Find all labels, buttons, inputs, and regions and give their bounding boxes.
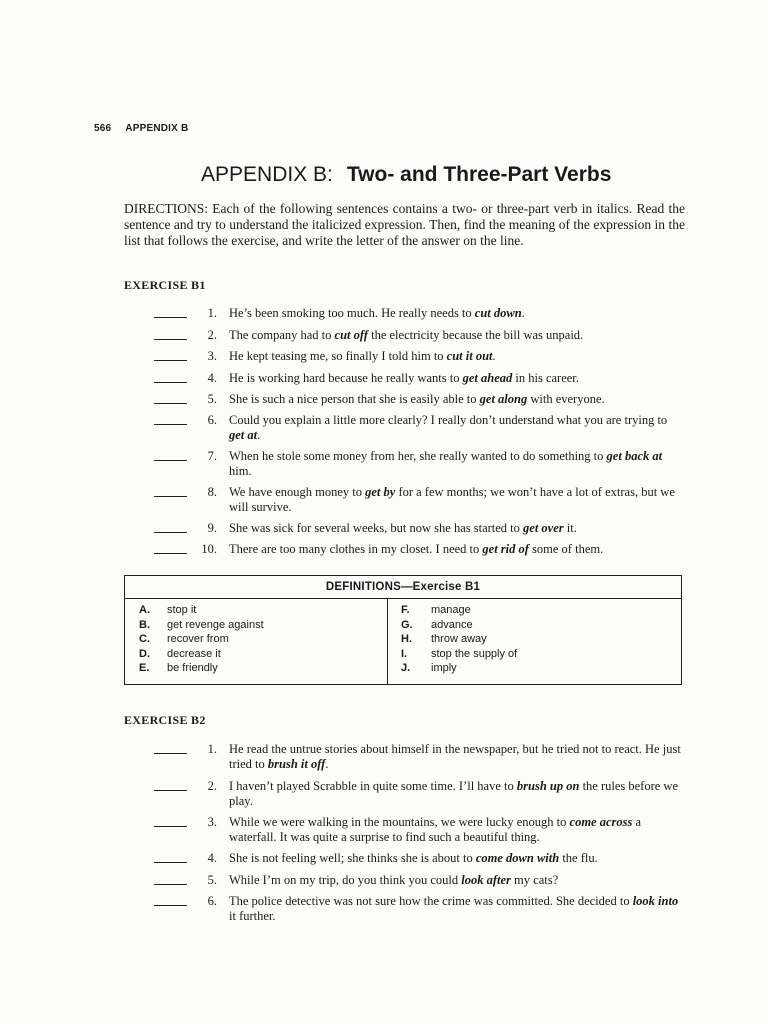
definition-letter: J. <box>401 662 411 674</box>
definition-letter: I. <box>401 647 408 660</box>
definitions-divider <box>387 598 388 684</box>
answer-blank[interactable] <box>154 884 187 885</box>
item-number: 9. <box>207 521 217 535</box>
definition-letter: F. <box>401 604 410 616</box>
definition-text: manage <box>431 604 471 616</box>
answer-blank[interactable] <box>154 460 187 461</box>
item-number: 10. <box>201 542 217 556</box>
answer-blank[interactable] <box>154 382 187 383</box>
sentence-text: He is working hard because he really wants to <box>229 371 463 385</box>
sentence-text: the rules before we play. <box>229 779 679 808</box>
definition-letter: D. <box>139 647 150 660</box>
sentence-text: There are too many clothes in my closet. I need to <box>229 542 483 556</box>
definition-text: be friendly <box>167 662 218 674</box>
item-sentence <box>229 392 684 407</box>
definition-item <box>139 603 264 618</box>
sentence-text: it further. <box>229 908 276 923</box>
definitions-right-column <box>401 603 517 676</box>
item-number: 2. <box>207 328 217 342</box>
answer-blank[interactable] <box>154 403 187 404</box>
definition-text: imply <box>431 662 457 674</box>
sentence-text: While I’m on my trip, do you think you could <box>229 873 462 887</box>
phrasal-verb: cut off <box>334 328 368 342</box>
answer-blank[interactable] <box>154 826 187 827</box>
definition-item <box>401 603 517 618</box>
sentence-text: . <box>257 427 261 442</box>
item-number: 6. <box>207 894 217 908</box>
sentence-text: She is not feeling well; she thinks she is about to <box>229 851 476 865</box>
title-main: Two- and Three-Part Verbs <box>346 163 612 186</box>
item-number: 3. <box>207 349 217 363</box>
sentence-text: in his career. <box>512 371 579 385</box>
definitions-box <box>124 575 682 685</box>
answer-blank[interactable] <box>154 862 187 863</box>
sentence-text: a waterfall. It was quite a surprise to find such a beautiful thing. <box>229 815 642 844</box>
definition-item <box>401 632 517 647</box>
item-number: 5. <box>207 392 217 406</box>
item-sentence <box>229 521 684 536</box>
running-head-label: APPENDIX B <box>125 123 189 134</box>
sentence-text: him. <box>229 463 252 478</box>
item-sentence <box>229 449 684 478</box>
item-sentence <box>229 328 684 343</box>
answer-blank[interactable] <box>154 553 187 554</box>
phrasal-verb: get along <box>479 392 528 406</box>
sentence-text: I haven’t played Scrabble in quite some time. I’ll have to <box>229 779 517 793</box>
directions-paragraph: DIRECTIONS: Each of the following sentences contains a two- or three-part verb in italics. Read the sentence and try to understand the italicized expression. Then, find the meaning of the expression in the list that follows the exercise, and write the letter of the answer on the line. <box>124 201 685 248</box>
definition-letter: A. <box>139 604 150 616</box>
answer-blank[interactable] <box>154 424 187 425</box>
sentence-text: She was sick for several weeks, but now she has started to <box>229 521 524 535</box>
phrasal-verb: get by <box>365 485 396 499</box>
definition-text: decrease it <box>167 647 221 660</box>
definition-text: get revenge against <box>167 618 264 631</box>
sentence-text: . <box>325 756 329 771</box>
sentence-text: She is such a nice person that she is easily able to <box>229 392 480 406</box>
definition-letter: G. <box>401 618 413 631</box>
phrasal-verb: cut down <box>474 306 522 320</box>
item-number: 3. <box>207 815 217 829</box>
item-number: 4. <box>207 851 217 865</box>
sentence-text: the electricity because the bill was unpaid. <box>367 328 584 342</box>
definition-item <box>401 618 517 633</box>
phrasal-verb: get rid of <box>482 542 529 556</box>
item-number: 4. <box>207 371 217 385</box>
item-number: 1. <box>207 742 217 756</box>
sentence-text: my cats? <box>510 873 559 887</box>
definition-item <box>139 647 264 662</box>
sentence-text: He read the untrue stories about himself in the newspaper, but he tried not to react. He just tried to <box>229 742 681 771</box>
sentence-text: When he stole some money from her, she really wanted to do something to <box>229 449 607 463</box>
definitions-left-column <box>139 603 264 676</box>
definition-item <box>401 661 517 676</box>
sentence-text: it. <box>563 521 577 535</box>
answer-blank[interactable] <box>154 360 187 361</box>
item-number: 2. <box>207 779 217 793</box>
item-sentence <box>229 779 684 808</box>
phrasal-verb: look after <box>461 873 511 887</box>
sentence-text: We have enough money to <box>229 485 366 499</box>
page-number: 566 <box>94 123 112 134</box>
definition-letter: H. <box>401 633 412 645</box>
definition-text: throw away <box>431 633 487 645</box>
sentence-text: The company had to <box>229 328 335 342</box>
definition-text: stop the supply of <box>431 647 518 660</box>
definition-text: advance <box>431 618 473 631</box>
sentence-text: . <box>521 306 525 320</box>
sentence-text: . <box>492 349 496 363</box>
phrasal-verb: get at <box>229 427 258 442</box>
definition-item <box>139 618 264 633</box>
phrasal-verb: look into <box>632 894 679 908</box>
phrasal-verb: get ahead <box>462 371 513 385</box>
exercise-b1-heading: EXERCISE B1 <box>124 278 206 292</box>
definition-item <box>401 647 517 662</box>
item-sentence <box>229 542 684 557</box>
item-sentence <box>229 349 684 364</box>
page-title <box>201 163 611 187</box>
definition-text: stop it <box>167 604 197 616</box>
item-sentence <box>229 815 684 844</box>
sentence-text: Could you explain a little more clearly? I really don’t understand what you are trying to <box>229 413 668 427</box>
item-sentence <box>229 742 684 771</box>
running-head <box>94 123 188 134</box>
definition-item <box>139 632 264 647</box>
answer-blank[interactable] <box>154 753 187 754</box>
sentence-text: with everyone. <box>527 392 605 406</box>
item-sentence <box>229 371 684 386</box>
definition-letter: C. <box>139 633 150 645</box>
sentence-text: While we were walking in the mountains, we were lucky enough to <box>229 815 570 829</box>
phrasal-verb: brush up on <box>516 779 580 793</box>
item-sentence <box>229 851 684 866</box>
definition-text: recover from <box>167 633 229 645</box>
item-number: 6. <box>207 413 217 427</box>
phrasal-verb: come down with <box>475 851 560 865</box>
definition-letter: B. <box>139 618 150 631</box>
answer-blank[interactable] <box>154 905 187 906</box>
sentence-text: He kept teasing me, so finally I told him to <box>229 349 447 363</box>
definitions-heading: DEFINITIONS—Exercise B1 <box>125 576 681 599</box>
phrasal-verb: cut it out <box>446 349 493 363</box>
title-prefix: APPENDIX B: <box>201 163 333 186</box>
item-number: 5. <box>207 873 217 887</box>
item-number: 7. <box>207 449 217 463</box>
sentence-text: He’s been smoking too much. He really needs to <box>229 306 475 320</box>
phrasal-verb: get over <box>523 521 564 535</box>
sentence-text: for a few months; we won’t have a lot of extras, but we will survive. <box>229 485 675 514</box>
definition-item <box>139 661 264 676</box>
answer-blank[interactable] <box>154 317 187 318</box>
item-number: 8. <box>207 485 217 499</box>
item-number: 1. <box>207 306 217 320</box>
item-sentence <box>229 485 684 514</box>
answer-blank[interactable] <box>154 790 187 791</box>
phrasal-verb: come across <box>569 815 633 829</box>
sentence-text: the flu. <box>559 851 598 865</box>
phrasal-verb: get back at <box>606 449 663 463</box>
exercise-b2-heading: EXERCISE B2 <box>124 713 206 727</box>
item-sentence <box>229 306 684 321</box>
answer-blank[interactable] <box>154 496 187 497</box>
phrasal-verb: brush it off <box>267 756 326 771</box>
item-sentence <box>229 894 684 923</box>
definition-letter: E. <box>139 662 150 674</box>
answer-blank[interactable] <box>154 339 187 340</box>
item-sentence <box>229 413 684 442</box>
item-sentence <box>229 873 684 888</box>
answer-blank[interactable] <box>154 532 187 533</box>
sentence-text: some of them. <box>528 542 604 556</box>
sentence-text: The police detective was not sure how the crime was committed. She decided to <box>229 894 633 908</box>
